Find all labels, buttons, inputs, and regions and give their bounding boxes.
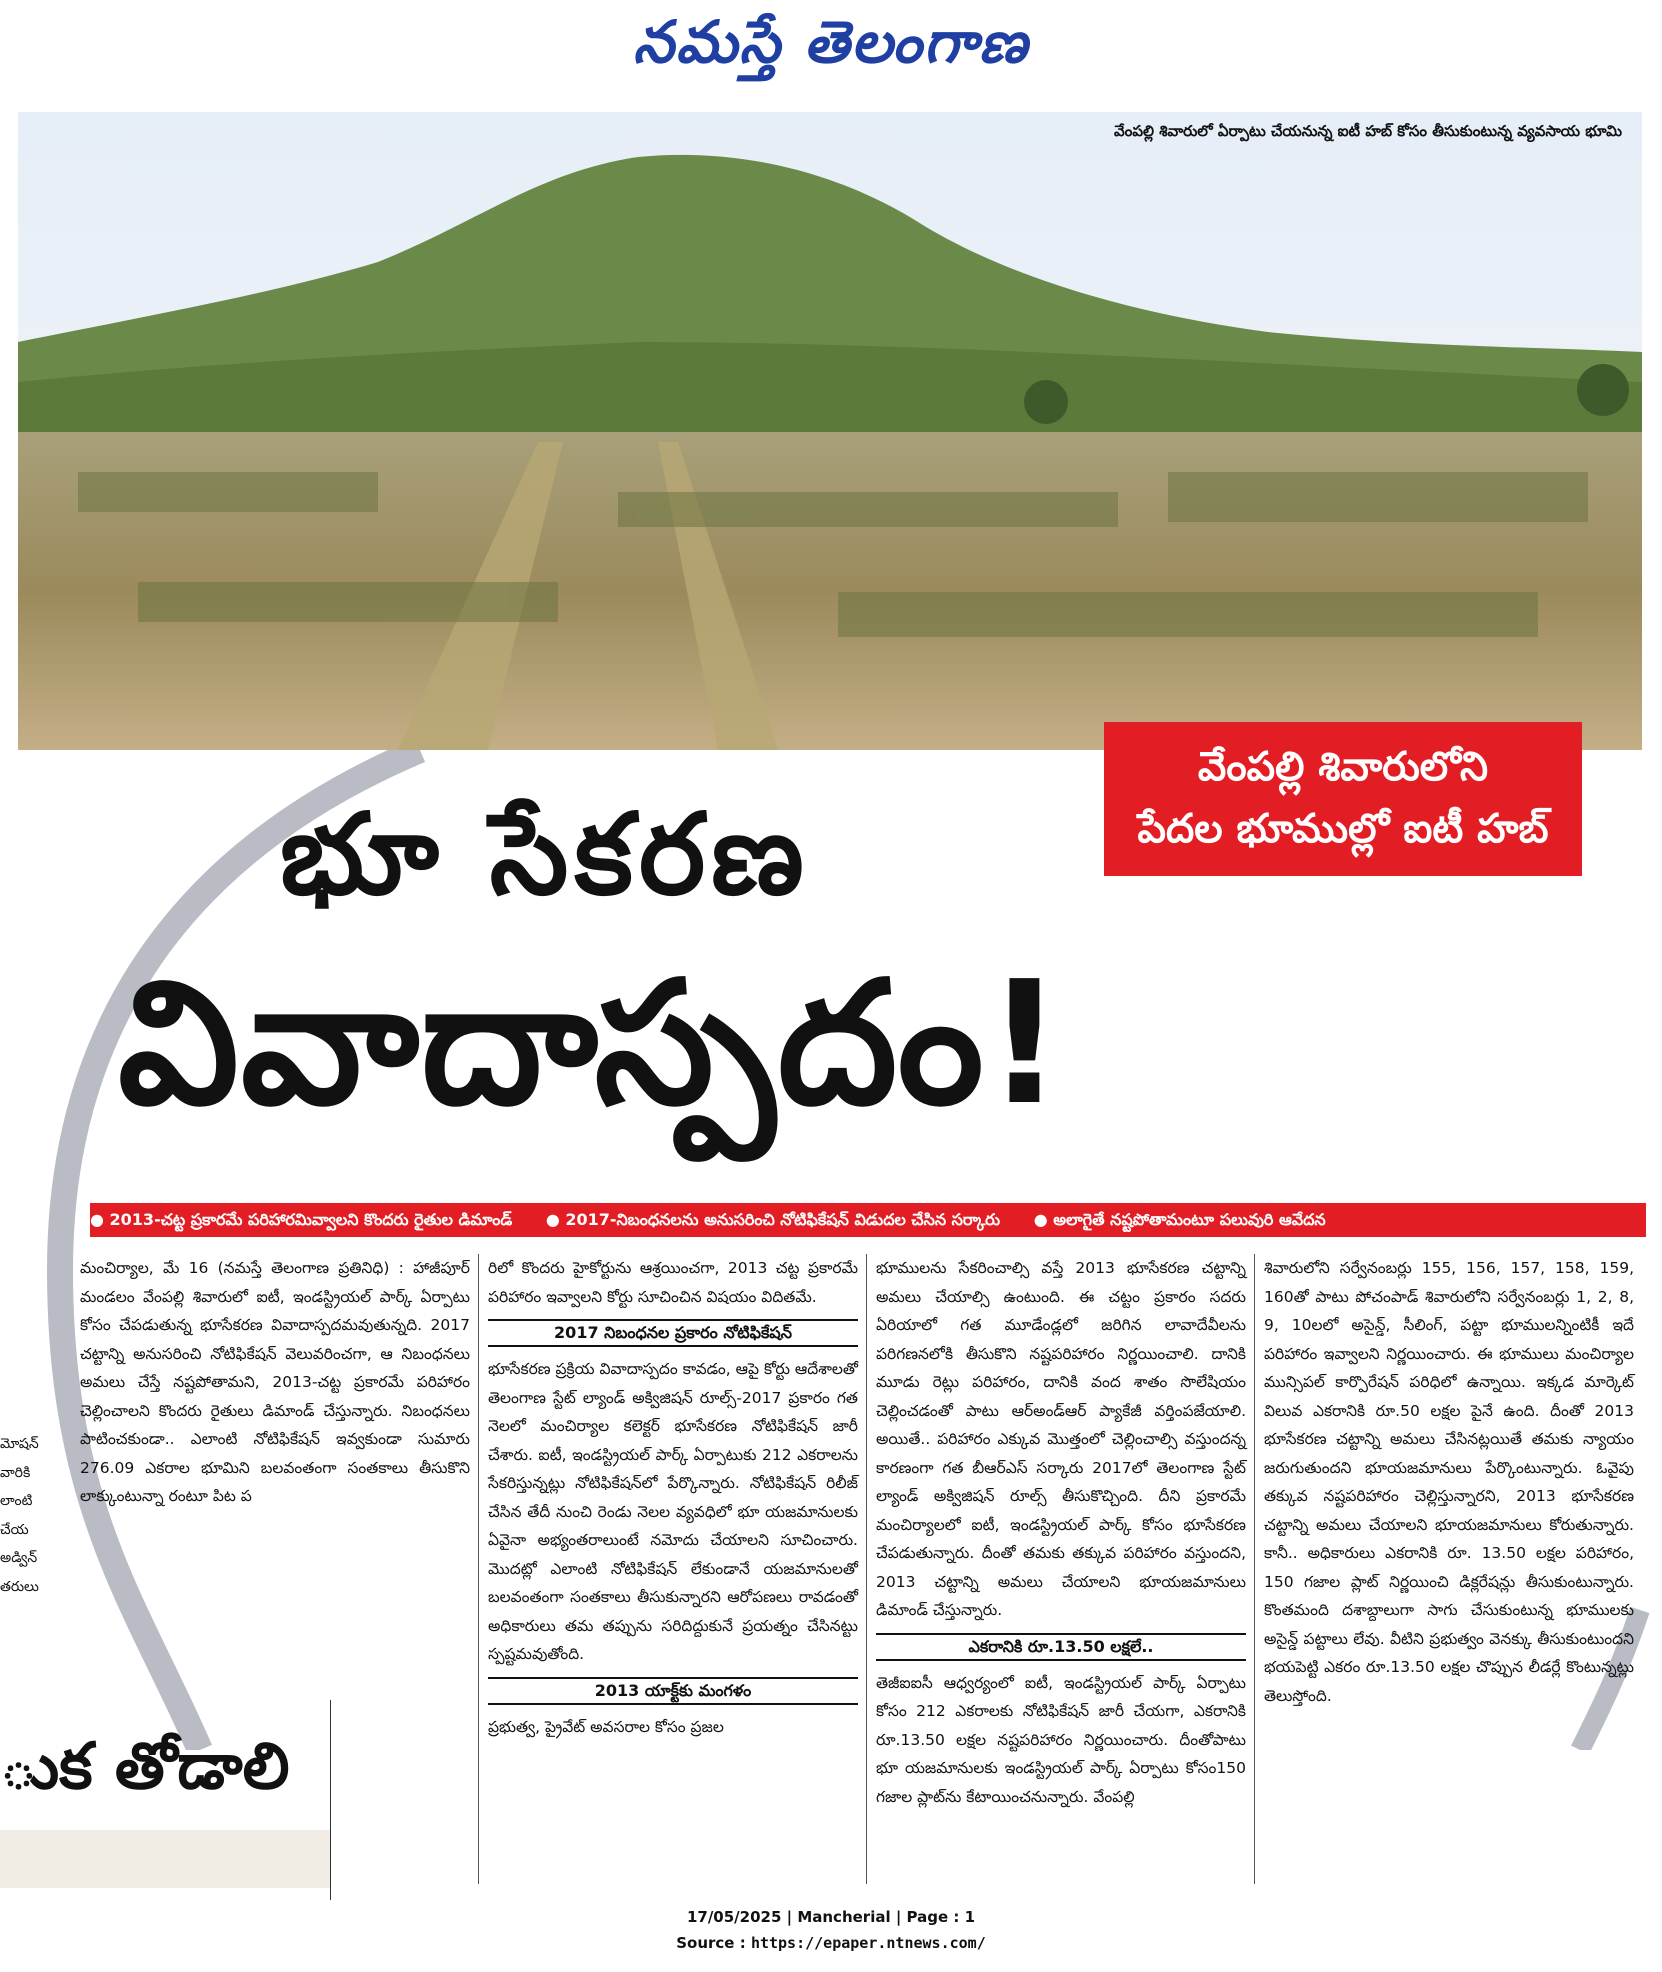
article-paragraph: రిలో కొందరు హైకోర్టును ఆశ్రయించగా, 2013 చట్ట ప్రకారమే పరిహారం ఇవ్వాలని కోర్టు సూచించిన విషయం విదితమే.: [488, 1259, 858, 1306]
fragment-line: లాంటి: [0, 1493, 33, 1509]
adjacent-article-fragment: [0, 1430, 80, 1601]
page-footer-source: [0, 1934, 1662, 1952]
article-column-3: [876, 1254, 1246, 1811]
headline-line-1: భూ సేకరణ: [280, 790, 810, 920]
subheading: 2017 నిబంధనల ప్రకారం నోటిఫికేషన్: [488, 1319, 858, 1347]
adjacent-ad-strip: [0, 1830, 330, 1888]
source-label: Source :: [676, 1934, 751, 1952]
fragment-line: వారికి: [0, 1464, 31, 1481]
fragment-line: మోషన్: [0, 1436, 39, 1452]
highlight-item: ● 2013-చట్ట ప్రకారమే పరిహారమివ్వాలని కొందరు రైతుల డిమాండ్: [90, 1210, 513, 1229]
masthead: నమస్తే తెలంగాణ: [633, 8, 1029, 76]
highlights-bar: [90, 1203, 1646, 1237]
news-photo: [18, 112, 1642, 750]
column-divider: [478, 1254, 479, 1884]
subheading: 2013 యాక్ట్‌కు మంగళం: [488, 1677, 858, 1705]
column-divider: [1254, 1254, 1255, 1884]
article-paragraph: తెజీఐఐసీ ఆధ్వర్యంలో ఐటీ, ఇండస్ట్రియల్ పార్క్ ఏర్పాటు కోసం 212 ఎకరాలకు నోటిఫికేషన్ జారీ చేయగా, ఎకరానికి రూ.13.50 లక్షల నష్టపరిహారం నిర్ణయించారు. దీంతోపాటు భూ యజమానులకు ఇండస్ట్రియల్ పార్క్ ఏర్పాటు కోసం150 గజాల ప్లాట్‌ను కేటాయించనున్నారు. వేంపల్లి: [876, 1673, 1246, 1806]
callout-line-1: వేంపల్లి శివారులోని: [1197, 744, 1489, 790]
article-paragraph: భూసేకరణ ప్రక్రియ వివాదాస్పదం కావడం, ఆపై కోర్టు ఆదేశాలతో తెలంగాణ స్టేట్ ల్యాండ్ అక్విజిషన్ రూల్స్-2017 ప్రకారం గత నెలలో మంచిర్యాల కలెక్టర్ భూసేకరణ నోటిఫికేషన్ జారీ చేశారు. ఐటీ, ఇండస్ట్రియల్ పార్క్ ఏర్పాటుకు 212 ఎకరాలను సేకరిస్తున్నట్లు నోటిఫికేషన్‌లో పేర్కొన్నారు. నోటిఫికేషన్ రిలీజ్ చేసిన తేదీ నుంచి రెండు నెలల వ్యవధిలో భూ యజమానులకు ఏవైనా అభ్యంతరాలుంటే నమోదు చేయాలని సూచించారు. మొదట్లో ఎలాంటి నోటిఫికేషన్ లేకుండానే యజమానులతో బలవంతంగా సంతకాలు తీసుకున్నారని ఆరోపణలు రావడంతో అధికారులు తమ తప్పును సరిదిద్దుకునే ప్రయత్నం చేసినట్టు స్పష్టమవుతోంది.: [488, 1360, 858, 1663]
headline-line-2: వివాదాస్పదం!: [118, 945, 1066, 1143]
callout-line-2: పేదల భూముల్లో ఐటీ హబ్: [1137, 806, 1549, 852]
source-link[interactable]: https://epaper.ntnews.com/: [750, 1934, 986, 1952]
fragment-line: అడ్విన్: [0, 1550, 38, 1566]
subheading: ఎకరానికి రూ.13.50 లక్షలే..: [876, 1633, 1246, 1661]
article-paragraph: శివారులోని సర్వేనంబర్లు 155, 156, 157, 158, 159, 160తో పాటు పోచంపాడ్ శివారులోని సర్వేనంబర్లు 1, 2, 8, 9, 10లలో అసైన్డ్, సీలింగ్, పట్టా భూములన్నింటికీ ఇదే పరిహారం ఇవ్వాలని నిర్ణయించారు. ఈ భూములు మంచిర్యాల మున్సిపల్ కార్పొరేషన్ పరిధిలో ఉన్నాయి. ఇక్కడ మార్కెట్ విలువ ఎకరానికి రూ.50 లక్షల పైనే ఉంది. దీంతో 2013 భూసేకరణ చట్టాన్ని అమలు చేసినట్లయితే తమకు న్యాయం జరుగుతుందని భూయజమానులు పేర్కొంటున్నారు. ఓవైపు తక్కువ నష్టపరిహారం చెల్లిస్తున్నారని, 2013 భూసేకరణ చట్టాన్ని అమలు చేయాలని భూయజమానులు కోరుతున్నారు. కానీ.. అధికారులు ఎకరానికి రూ. 13.50 లక్షల పరిహారం, 150 గజాల ప్లాట్ నిర్ణయించి డిక్లరేషన్లు తీసుకుంటున్నారు. కొంతమంది దశాబ్దాలుగా సాగు చేసుకుంటున్న భూములకు అసైన్డ్ పట్టాలు లేవు. వీటిని ప్రభుత్వం వెనక్కు తీసుకుంటుందని భయపెట్టి ఎకరం రూ.13.50 లక్షల చొప్పున లీడర్లే కొంటున్నట్లు తెలుస్తోంది.: [1264, 1259, 1634, 1705]
page-footer-info: 17/05/2025 | Mancherial | Page : 1: [686, 1908, 976, 1926]
column-divider: [330, 1700, 331, 1900]
callout-box: [1104, 722, 1582, 876]
article-paragraph: ప్రభుత్వ, ప్రైవేట్ అవసరాల కోసం ప్రజల: [488, 1717, 724, 1736]
article-column-1: [80, 1254, 470, 1511]
fragment-line: తరులు: [0, 1578, 39, 1595]
highlight-item: ● 2017-నిబంధనలను అనుసరించి నోటిఫికేషన్ విడుదల చేసిన సర్కారు: [545, 1210, 1001, 1229]
highlight-item: ● అలాగైతే నష్టపోతామంటూ పలువురి ఆవేదన: [1033, 1210, 1326, 1229]
article-paragraph: మంచిర్యాల, మే 16 (నమస్తే తెలంగాణ ప్రతినిధి) : హాజీపూర్ మండలం వేంపల్లి శివారులో ఐటీ, ఇండస్ట్రియల్ పార్క్ ఏర్పాటు కోసం చేపడుతున్న భూసేకరణ వివాదాస్పదమవుతున్నది. 2017 చట్టాన్ని అనుసరించి నోటిఫికేషన్ వెలువరించగా, ఆ నిబంధనలు అమలు చేస్తే నష్టపోతామని, 2013-చట్ట ప్రకారమే పరిహారం చెల్లించాలని కొందరు రైతులు డిమాండ్ చేస్తున్నారు. నిబంధనలు పాటించకుండా.. ఎలాంటి నోటిఫికేషన్ ఇవ్వకుండా సుమారు 276.09 ఎకరాల భూమిని బలవంతంగా సంతకాలు తీసుకొని లాక్కుంటున్నా రంటూ పిట ప: [80, 1259, 470, 1505]
article-column-4: [1264, 1254, 1634, 1710]
photo-caption: వేంపల్లి శివారులో ఏర్పాటు చేయనున్న ఐటీ హబ్ కోసం తీసుకుంటున్న వ్యవసాయ భూమి: [1114, 122, 1622, 140]
column-divider: [866, 1254, 867, 1884]
adjacent-article-heading: ుక తోడాలి: [0, 1730, 290, 1804]
article-paragraph: భూములను సేకరించాల్సి వస్తే 2013 భూసేకరణ చట్టాన్ని అమలు చేయాల్సి ఉంటుంది. ఈ చట్టం ప్రకారం సదరు ఏరియాలో గత మూడేండ్లలో జరిగిన లావాదేవీలను పరిగణనలోకి తీసుకొని నష్టపరిహారం నిర్ణయించాలి. దానికి మూడు రెట్లు పరిహారం, దానికి వంద శాతం సొలేషియం చెల్లించడంతో పాటు ఆర్‌అండ్‌ఆర్ ప్యాకేజీ వర్తింపజేయాలి. అయితే.. పరిహారం ఎక్కువ మొత్తంలో చెల్లించాల్సి వస్తుందన్న కారణంగా గత బీఆర్ఎస్ సర్కారు 2017లో తెలంగాణ స్టేట్ ల్యాండ్ అక్విజిషన్ రూల్స్ తీసుకొచ్చింది. దీని ప్రకారమే మంచిర్యాలలో ఐటీ, ఇండస్ట్రియల్ పార్క్ కోసం భూసేకరణ చేపడుతున్నారు. దీంతో తమకు తక్కువ పరిహారం వస్తుందని, 2013 చట్టాన్ని అమలు చేయాలని భూయజమానులు డిమాండ్ చేస్తున్నారు.: [876, 1259, 1246, 1619]
fragment-line: చేయ: [0, 1521, 29, 1538]
article-column-2: [488, 1254, 858, 1741]
